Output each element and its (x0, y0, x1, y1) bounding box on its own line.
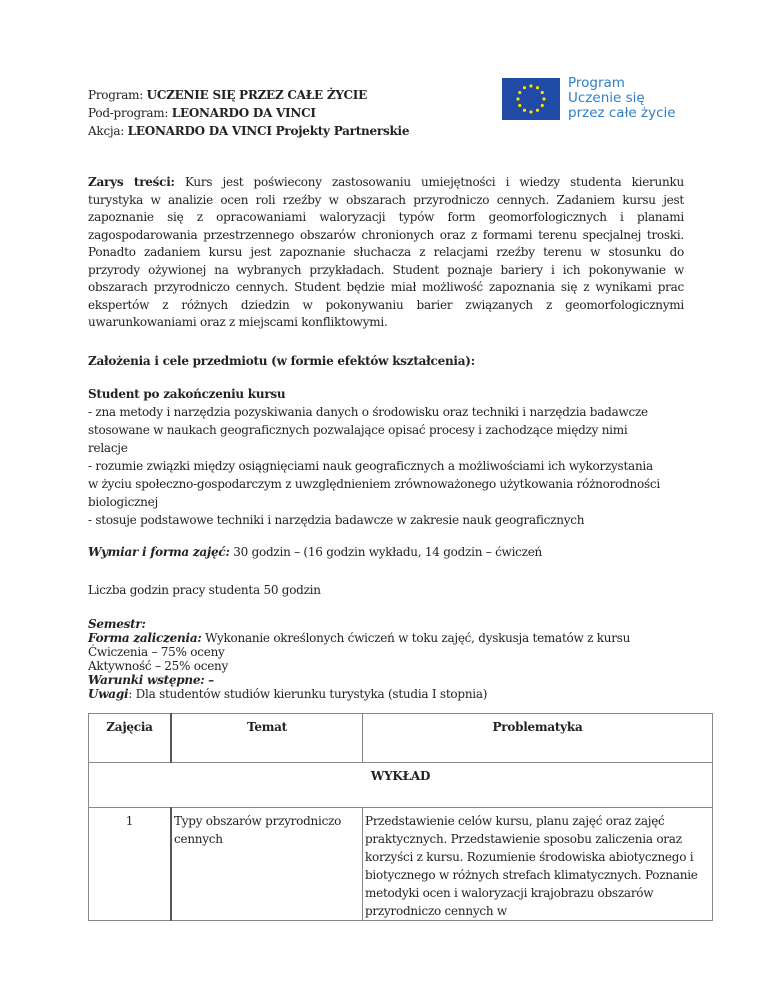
star-icon (529, 84, 532, 87)
goal-line: biologicznej (88, 495, 158, 509)
activity-weight: Aktywność – 25% oceny (88, 659, 229, 673)
program-label: Program: (88, 88, 144, 102)
course-schedule-table (88, 713, 713, 921)
student-hours-text: Liczba godzin pracy studenta 50 godzin (88, 583, 321, 597)
summary-text: Ponadto zadaniem kursu jest zapoznanie słuchacza z relacjami rzeźby terenu w stosunku do (88, 245, 684, 259)
star-icon (523, 86, 526, 89)
prereq-value: – (208, 673, 214, 687)
goal-line: relacje (88, 441, 128, 455)
logo-line: Program (568, 75, 625, 91)
goal-line: w życiu społeczno-gospodarczym z uwzględnieniem zrównoważonego użytkowania różnorodności (88, 477, 660, 491)
summary-line (88, 314, 684, 332)
goals-subheading: Student po zakończeniu kursu (88, 387, 286, 401)
summary-text: przyrody ożywionej na wybranych przykładach. Student poznaje bariery i ich pokonywanie w (88, 262, 684, 277)
summary-text: turystyka w analizie ocen roli rzeźby w obszarach przyrodniczo cennych. Zadaniem kursu jest (88, 192, 684, 207)
hours-line (88, 543, 684, 561)
student-hours (88, 581, 684, 599)
section-row (89, 763, 713, 808)
summary-line (88, 174, 684, 192)
logo-text (568, 76, 676, 121)
goals-heading: Założenia i cele przedmiotu (w formie efektów kształcenia): (88, 354, 475, 368)
row-number: 1 (89, 808, 172, 921)
star-icon (518, 91, 521, 94)
exercises-weight: Ćwiczenia – 75% oceny (88, 645, 225, 659)
program-value: UCZENIE SIĘ PRZEZ CAŁE ŻYCIE (146, 88, 368, 102)
header-content: Problematyka (363, 714, 713, 763)
summary-line (88, 192, 684, 210)
header-topic: Temat (171, 714, 363, 763)
summary-paragraph (88, 174, 684, 332)
goal-line: - zna metody i narzędzia pozyskiwania danych o środowisku oraz techniki i narzędzia badawcze (88, 405, 648, 419)
summary-line (88, 209, 684, 227)
subprogram-label: Pod-program: (88, 106, 169, 120)
summary-text: obszarach przyrodniczo cennych. Student będzie miał możliwość zapoznania się z wynikami prac (88, 280, 684, 294)
hours-label: Wymiar i forma zajęć: (88, 545, 230, 559)
summary-text: uwarunkowaniami oraz z miejscami konfliktowymi. (88, 315, 388, 329)
star-icon (536, 86, 539, 89)
row-topic: Typy obszarów przyrodniczo cennych (171, 808, 363, 921)
star-icon (518, 104, 521, 107)
summary-line (88, 279, 684, 297)
action-value: LEONARDO DA VINCI Projekty Partnerskie (127, 124, 410, 138)
logo-line: przez całe życie (568, 105, 676, 121)
hours-value: 30 godzin – (16 godzin wykładu, 14 godzin – ćwiczeń (233, 545, 543, 559)
prereq-label: Warunki wstępne: (88, 673, 205, 687)
goal-line: stosowane w naukach geograficznych pozwalające opisać procesy i zachodzące między nimi (88, 423, 628, 437)
star-icon (516, 97, 519, 100)
summary-text: ekspertów z różnych dziedzin w pokonywaniu barier związanych z geomorfologicznymi (88, 297, 684, 312)
summary-line (88, 262, 684, 280)
table-row (89, 808, 713, 921)
star-icon (542, 97, 545, 100)
program-header (88, 86, 488, 140)
summary-line (88, 244, 684, 262)
goal-line: - stosuje podstawowe techniki i narzędzia badawcze w zakresie nauk geograficznych (88, 513, 585, 527)
summary-text: zagospodarowania przestrzennego obszarów chronionych oraz z formami terenu specjalnej troski. (88, 227, 684, 242)
row-content: Przedstawienie celów kursu, planu zajęć oraz zajęć praktycznych. Przedstawienie sposobu zaliczenia oraz korzyści z kursu. Rozumienie środowiska abiotycznego i biotycznego w różnych strefach klimatycznych. Poznanie metodyki ocen i waloryzacji krajobrazu obszarów przyrodniczo cennych w (363, 808, 713, 921)
logo-line: Uczenie się (568, 90, 645, 106)
eu-flag-icon (502, 78, 560, 120)
eu-program-logo (502, 75, 730, 122)
star-icon (536, 109, 539, 112)
section-lecture: WYKŁAD (89, 763, 713, 808)
summary-label: Zarys treści: (88, 175, 175, 189)
summary-line (88, 227, 684, 245)
summary-line (88, 297, 684, 315)
semester-label: Semestr: (88, 617, 146, 631)
summary-text: Kurs jest poświecony zastosowaniu umiejętności i wiedzy studenta kierunku (184, 175, 684, 189)
star-icon (541, 91, 544, 94)
star-icon (523, 109, 526, 112)
table-header-row (89, 714, 713, 763)
notes-value: : Dla studentów studiów kierunku turystyka (studia I stopnia) (128, 687, 488, 701)
details-section (88, 617, 684, 701)
summary-text: zapoznanie się z opracowaniami waloryzacji typów form geomorfologicznych i planami (88, 210, 684, 224)
goal-line: - rozumie związki między osiągnięciami nauk geograficznych a możliwościami ich wykorzystania (88, 459, 653, 473)
notes-label: Uwagi (88, 687, 129, 701)
header-classes: Zajęcia (89, 714, 172, 763)
subprogram-value: LEONARDO DA VINCI (171, 106, 316, 120)
goals-section (88, 352, 684, 529)
star-icon (529, 110, 532, 113)
star-icon (541, 104, 544, 107)
assessment-label: Forma zaliczenia: (88, 631, 202, 645)
action-label: Akcja: (88, 124, 125, 138)
assessment-value: Wykonanie określonych ćwiczeń w toku zajęć, dyskusja tematów z kursu (205, 631, 631, 645)
